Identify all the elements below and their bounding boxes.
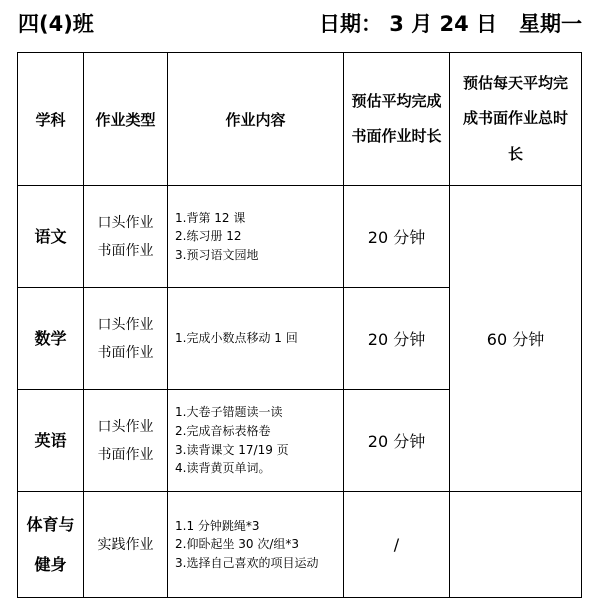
empty-cell bbox=[450, 492, 582, 598]
subject-cell bbox=[18, 492, 84, 598]
subject-label: 英语 bbox=[34, 430, 67, 450]
page-header bbox=[18, 8, 582, 38]
time-cell: 20 分钟 bbox=[344, 288, 450, 390]
type-label: 口头作业 bbox=[97, 316, 154, 333]
header-avg-time: 预估平均完成书面作业时长 bbox=[344, 53, 450, 186]
content-item: 1.背第 12 课 bbox=[175, 210, 246, 225]
subject-label: 健身 bbox=[34, 554, 67, 574]
content-item: 3.选择自己喜欢的项目运动 bbox=[175, 555, 319, 570]
daily-total-cell: 60 分钟 bbox=[450, 186, 582, 492]
date-text: 日期： 3 月 24 日 星期一 bbox=[318, 12, 582, 36]
subject-cell bbox=[18, 288, 84, 390]
content-item: 4.读背黄页单词。 bbox=[175, 461, 271, 476]
table-row bbox=[18, 492, 582, 598]
type-cell bbox=[84, 492, 168, 598]
class-name: 四(4)班 bbox=[18, 12, 94, 36]
content-item: 2.完成音标表格卷 bbox=[175, 423, 271, 438]
content-item: 2.仰卧起坐 30 次/组*3 bbox=[175, 537, 300, 552]
content-item: 3.读背课文 17/19 页 bbox=[175, 442, 289, 457]
table-row bbox=[18, 186, 582, 288]
table-header-row bbox=[18, 53, 582, 186]
header-type: 作业类型 bbox=[84, 53, 168, 186]
content-item: 1.1 分钟跳绳*3 bbox=[175, 518, 260, 533]
header-daily-total: 预估每天平均完成书面作业总时长 bbox=[450, 53, 582, 186]
subject-label: 数学 bbox=[34, 328, 67, 348]
subject-label: 体育与 bbox=[26, 514, 75, 534]
content-item: 3.预习语文园地 bbox=[175, 247, 259, 262]
type-cell bbox=[84, 390, 168, 492]
type-cell bbox=[84, 288, 168, 390]
content-cell bbox=[168, 186, 344, 288]
header-content: 作业内容 bbox=[168, 53, 344, 186]
type-cell bbox=[84, 186, 168, 288]
homework-table bbox=[17, 52, 582, 598]
subject-cell bbox=[18, 390, 84, 492]
type-label: 书面作业 bbox=[97, 344, 154, 361]
content-cell bbox=[168, 288, 344, 390]
time-cell: 20 分钟 bbox=[344, 186, 450, 288]
content-cell bbox=[168, 492, 344, 598]
content-item: 1.大卷子错题读一读 bbox=[175, 405, 283, 420]
content-item: 1.完成小数点移动 1 回 bbox=[175, 331, 298, 346]
content-cell bbox=[168, 390, 344, 492]
subject-label: 语文 bbox=[34, 226, 67, 246]
time-cell: 20 分钟 bbox=[344, 390, 450, 492]
content-item: 2.练习册 12 bbox=[175, 229, 242, 244]
time-cell: / bbox=[344, 492, 450, 598]
type-label: 口头作业 bbox=[97, 214, 154, 231]
type-label: 书面作业 bbox=[97, 446, 154, 463]
subject-cell bbox=[18, 186, 84, 288]
type-label: 口头作业 bbox=[97, 418, 154, 435]
type-label: 书面作业 bbox=[97, 242, 154, 259]
header-subject: 学科 bbox=[18, 53, 84, 186]
type-label: 实践作业 bbox=[97, 536, 154, 553]
